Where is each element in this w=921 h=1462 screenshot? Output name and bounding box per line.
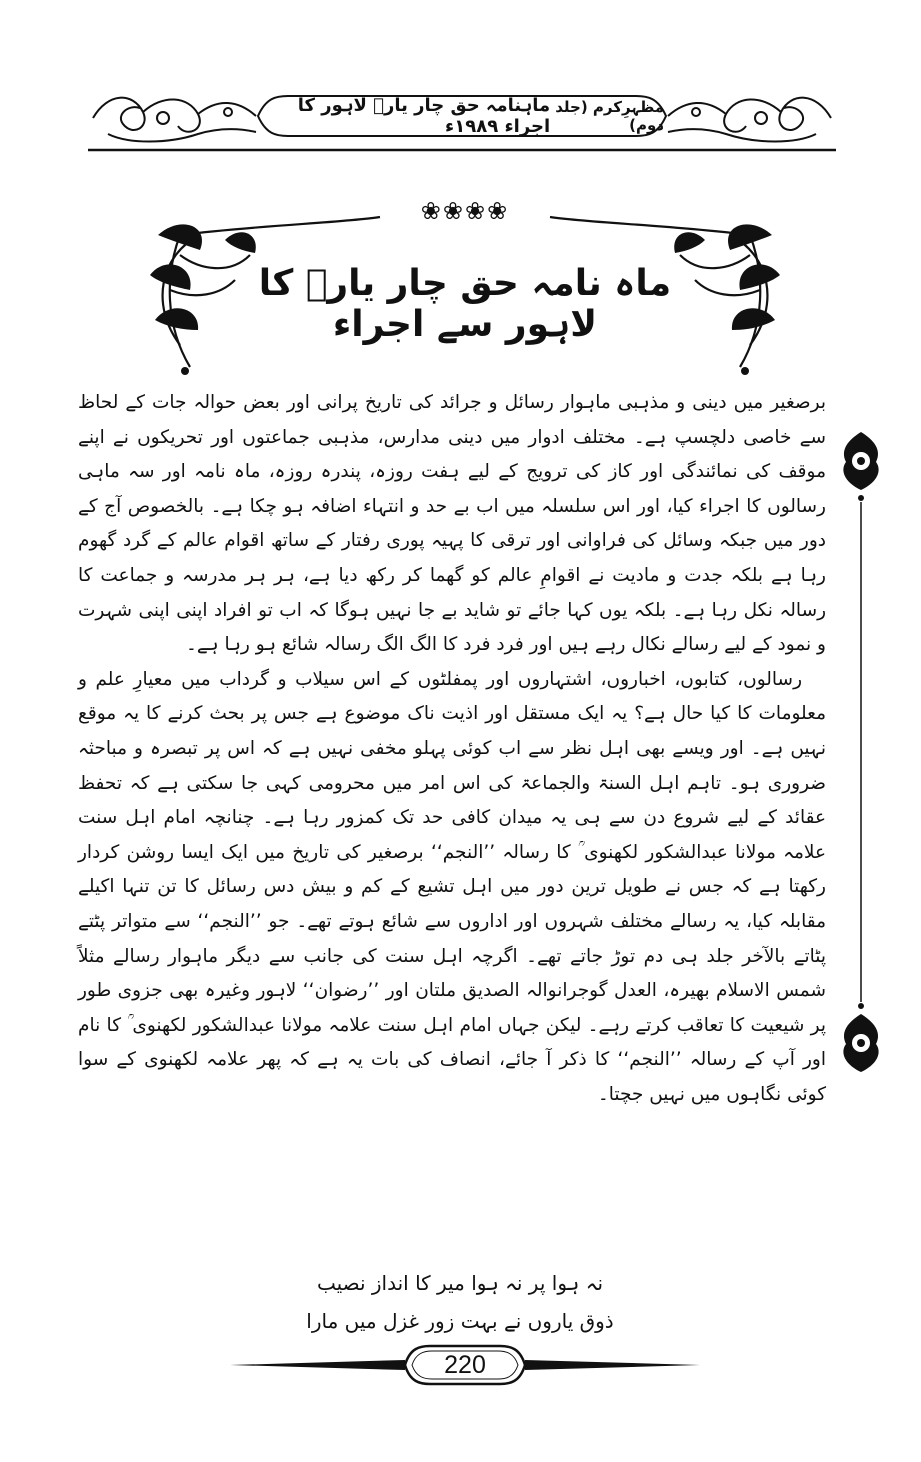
side-ornament (836, 432, 886, 1072)
title-star-ornament: ❀❀❀❀ (420, 197, 510, 225)
book-title: مظہرِکرم (جلد دوم) (555, 98, 664, 134)
page-number: 220 (444, 1351, 486, 1379)
header-cartouche (258, 96, 678, 136)
couplet-line: نہ ہوا پر نہ ہوا میر کا انداز نصیب (316, 1271, 604, 1295)
chapter-heading: ماہ نامہ حق چار یارؓ کا لاہور سے اجراء (258, 263, 672, 345)
couplet (200, 1264, 720, 1340)
paragraph: رسالوں، کتابوں، اخباروں، اشتہاروں اور پمفلٹوں کے اس سیلاب و گرداب میں معیارِ علم و معلومات کا کیا حال ہے؟ یہ ایک مستقل اور اذیت ناک موضوع ہے جس پر بحث کرنے کا یہ موقع نہیں ہے۔ اور ویسے بھی اہل نظر سے اب کوئی پہلو مخفی نہیں ہے کہ اس پر تبصرہ و مباحثہ ضروری ہو۔ تاہم اہل السنۃ والجماعۃ کی اس امر میں محرومی کہی جا سکتی ہے کہ تحفظ عقائد کے لیے شروع دن سے ہی یہ میدان کافی حد تک کمزور رہا ہے۔ چنانچہ امام اہل سنت علامہ مولانا عبدالشکور لکھنوی ؒ کا رسالہ ’’النجم‘‘ برصغیر کی تاریخ میں ایک ایسا روشن کردار رکھتا ہے کہ جس نے طویل ترین دور میں اہل تشیع کے کم و بیش دس رسائل کا تن تنہا اکیلے مقابلہ کیا، یہ رسالے مختلف شہروں اور اداروں سے شائع ہوتے تھے۔ جو ’’النجم‘‘ سے متواتر پٹتے پٹاتے بالآخر جلد ہی دم توڑ جاتے تھے۔ اگرچہ اہل سنت کی جانب سے دیگر ماہوار رسالے مثلاً شمس الاسلام بھیرہ، العدل گوجرانوالہ الصدیق ملتان اور ’’رضوان‘‘ لاہور وغیرہ بھی جزوی طور پر شیعیت کا تعاقب کرتے رہے۔ لیکن جہاں امام اہل سنت علامہ مولانا عبدالشکور لکھنوی ؒ کا نام اور آپ کے رسالہ ’’النجم‘‘ کا ذکر آ جائے، انصاف کی بات یہ ہے کہ پھر علامہ لکھنوی کے سوا کوئی نگاہوں میں نہیں جچتا۔ (78, 668, 826, 1105)
chapter-title: ماہنامہ حق چار یارؓ لاہور کا اجراء ۱۹۸۹ء (297, 95, 551, 137)
title-block (140, 195, 790, 375)
couplet-line: ذوق یاروں نے بہت زور غزل میں مارا (306, 1309, 614, 1333)
paragraph: برصغیر میں دینی و مذہبی ماہوار رسائل و جرائد کی تاریخ پرانی اور بعض حوالہ جات کے لحاظ سے خاصی دلچسپ ہے۔ مختلف ادوار میں دینی مدارس، مذہبی جماعتوں اور تحریکوں نے اپنے موقف کی نمائندگی اور کاز کی ترویج کے لیے ہفت روزہ، پندرہ روزہ، ماہ نامہ اور سہ ماہی رسالوں کا اجراء کیا، اور اس سلسلہ میں اب بے حد و انتہاء اضافہ ہو چکا ہے۔ بالخصوص آج کے دور میں جبکہ وسائل کی فراوانی اور ترقی کا پہیہ پوری رفتار کے ساتھ اقوام عالم کے گرد گھوم رہا ہے بلکہ جدت و مادیت نے اقوامِ عالم کو گھما کر رکھ دیا ہے، ہر ہر مدرسہ و جماعت کا رسالہ نکل رہا ہے۔ بلکہ یوں کہا جائے تو شاید بے جا نہیں ہوگا کہ اب تو افراد اپنی اپنی شہرت و نمود کے لیے رسالے نکال رہے ہیں اور فرد فرد کا الگ الگ رسالہ شائع ہو رہا ہے۔ (78, 392, 826, 656)
running-header (88, 82, 836, 152)
body-text (78, 386, 826, 1112)
page-footer (230, 1340, 700, 1390)
